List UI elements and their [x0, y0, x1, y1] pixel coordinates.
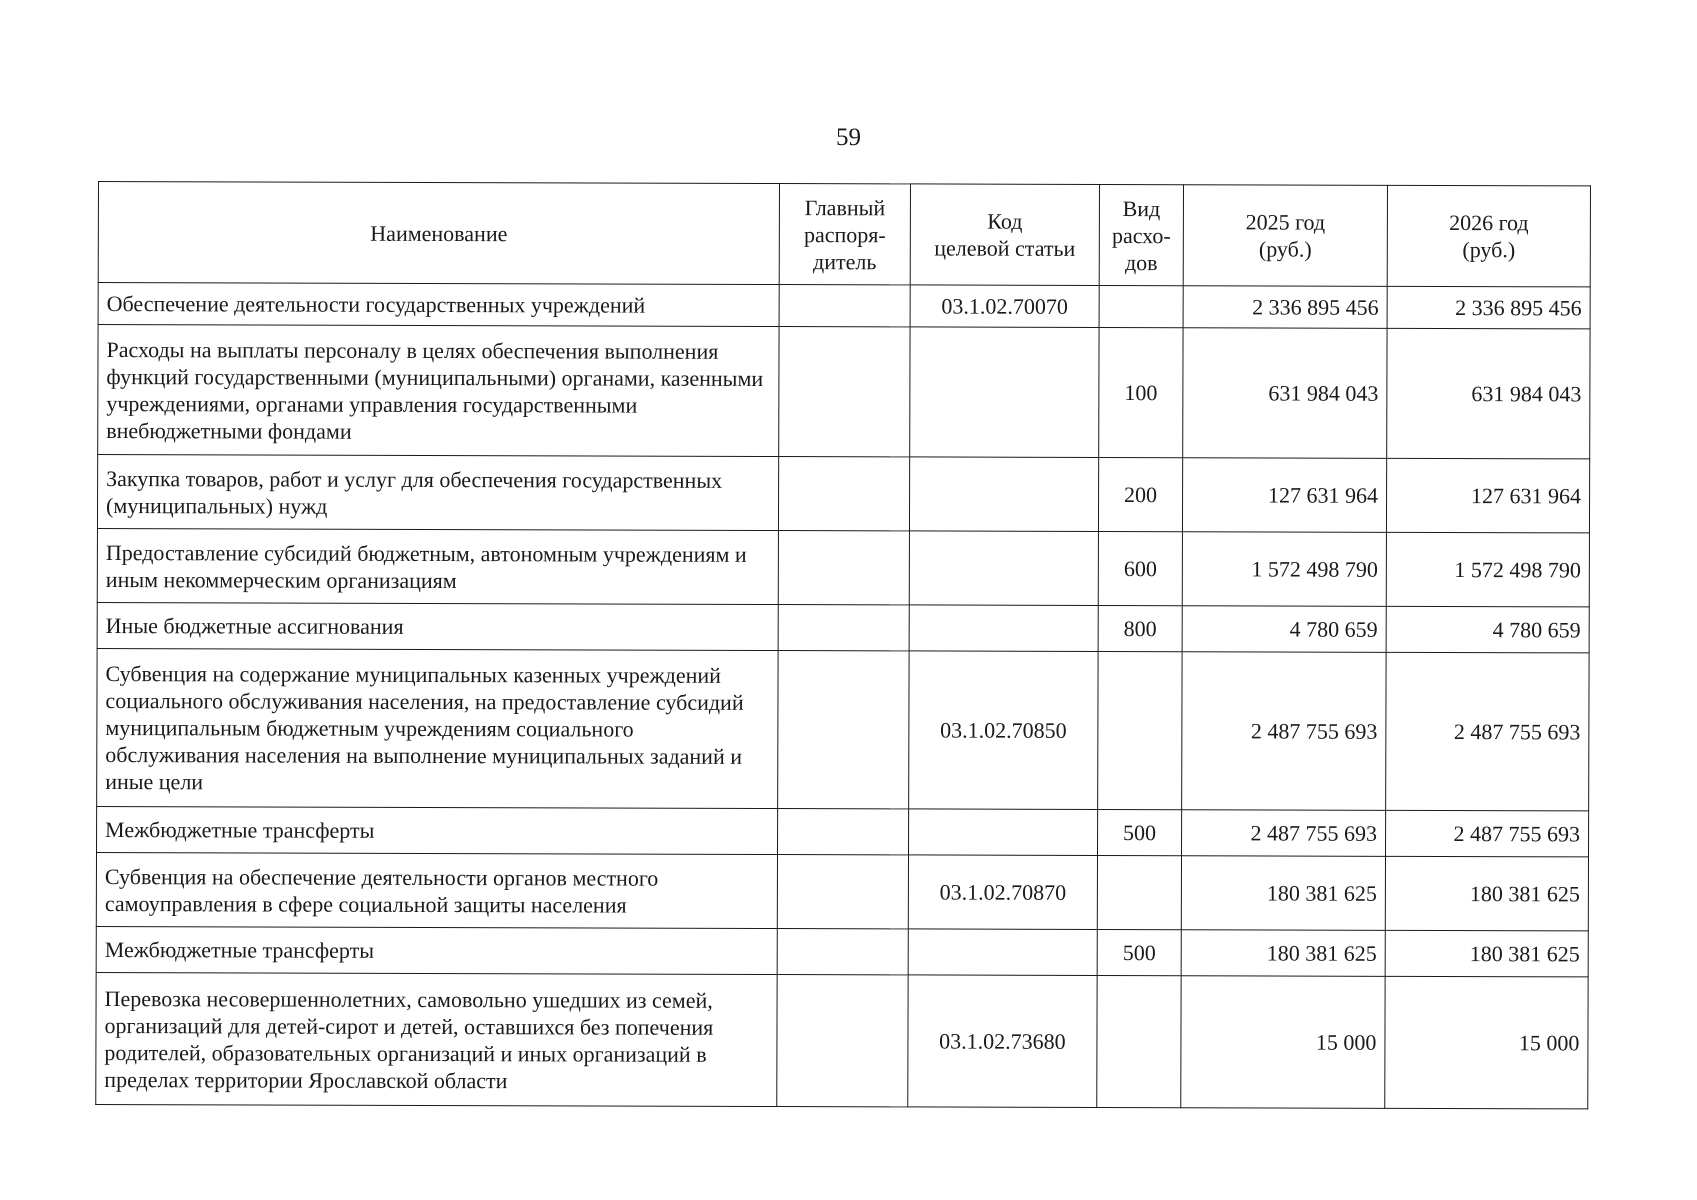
row-2025: 127 631 964 — [1182, 458, 1386, 533]
page-number: 59 — [836, 124, 861, 151]
row-name: Межбюджетные трансферты — [97, 806, 778, 854]
row-code: 03.1.02.70850 — [909, 651, 1098, 810]
row-name: Межбюджетные трансферты — [96, 926, 777, 974]
row-type: 200 — [1098, 457, 1182, 531]
table-header-row — [98, 182, 1590, 287]
row-code: 03.1.02.73680 — [908, 975, 1097, 1108]
table-row — [97, 455, 1589, 533]
row-manager — [777, 929, 908, 975]
row-2026: 2 336 895 456 — [1387, 286, 1590, 329]
row-2025: 631 984 043 — [1183, 328, 1387, 459]
row-2026: 127 631 964 — [1386, 458, 1589, 533]
row-name: Субвенция на содержание муниципальных казенных учреждений социального обслуживания населения, на предоставление субсидий муниципальным бюджетным учреждениям социального обслуживания населения на выполнение муниципальных заданий и иные цели — [97, 648, 778, 808]
row-2026: 1 572 498 790 — [1386, 532, 1589, 607]
header-2026: 2026 год (руб.) — [1387, 185, 1590, 287]
row-name: Закупка товаров, работ и услуг для обеспечения государственных (муниципальных) нужд — [97, 455, 778, 531]
row-code — [910, 327, 1099, 458]
row-code: 03.1.02.70070 — [910, 285, 1099, 328]
header-code: Код целевой статьи — [910, 184, 1099, 286]
row-name: Субвенция на обеспечение деятельности органов местного самоуправления в сфере социальной защиты населения — [96, 852, 777, 928]
table-row — [98, 283, 1590, 329]
row-2026: 2 487 755 693 — [1386, 652, 1589, 811]
row-type: 600 — [1098, 531, 1182, 605]
row-2025: 2 487 755 693 — [1182, 652, 1386, 811]
row-2025: 4 780 659 — [1182, 606, 1386, 653]
row-2026: 631 984 043 — [1387, 328, 1590, 459]
header-name: Наименование — [98, 182, 779, 285]
row-type — [1097, 855, 1181, 929]
table-row — [98, 325, 1590, 459]
row-code — [909, 531, 1098, 606]
row-manager — [777, 975, 908, 1107]
row-code — [908, 929, 1097, 976]
row-type — [1099, 285, 1183, 327]
row-2026: 180 381 625 — [1385, 856, 1588, 931]
row-manager — [777, 855, 908, 929]
row-type: 500 — [1097, 929, 1181, 975]
row-manager — [778, 457, 909, 531]
row-2026: 4 780 659 — [1386, 606, 1589, 653]
header-manager: Главный распоря- дитель — [779, 184, 910, 285]
row-name: Перевозка несовершеннолетних, самовольно ушедших из семей, организаций для детей-сирот и детей, оставшихся без попечения родителей, образовательных организаций и иных организаций в пределах территории Ярославской области — [96, 972, 777, 1106]
table-row — [97, 806, 1589, 856]
table-row — [96, 852, 1588, 930]
row-name: Обеспечение деятельности государственных учреждений — [98, 283, 779, 327]
table-row — [97, 528, 1589, 606]
table-row — [97, 648, 1589, 810]
row-name: Иные бюджетные ассигнования — [97, 602, 778, 650]
row-2025: 180 381 625 — [1181, 856, 1385, 931]
row-2026: 2 487 755 693 — [1386, 810, 1589, 857]
row-2025: 2 487 755 693 — [1182, 810, 1386, 857]
row-2025: 180 381 625 — [1181, 930, 1385, 977]
table-row — [97, 602, 1589, 652]
table-row — [96, 972, 1588, 1108]
row-manager — [779, 327, 910, 457]
row-type — [1098, 651, 1182, 809]
row-2025: 1 572 498 790 — [1182, 532, 1386, 607]
row-manager — [778, 531, 909, 605]
budget-table — [95, 181, 1591, 1109]
header-2025: 2025 год (руб.) — [1183, 185, 1387, 287]
row-type: 500 — [1098, 809, 1182, 855]
row-manager — [779, 285, 910, 327]
row-manager — [778, 605, 909, 651]
row-code — [909, 457, 1098, 532]
row-name: Предоставление субсидий бюджетным, автономным учреждениям и иным некоммерческим организациям — [97, 528, 778, 604]
row-type — [1097, 975, 1181, 1107]
table-row — [96, 926, 1588, 976]
row-code: 03.1.02.70870 — [908, 855, 1097, 930]
header-type: Вид расхо- дов — [1099, 184, 1183, 285]
row-2026: 180 381 625 — [1385, 930, 1588, 977]
row-manager — [778, 651, 909, 809]
row-type: 800 — [1098, 605, 1182, 651]
row-name: Расходы на выплаты персоналу в целях обеспечения выполнения функций государственными (муниципальными) органами, казенными учреждениями, органами управления государственными внебюджетными фондами — [98, 325, 779, 457]
row-manager — [778, 809, 909, 855]
row-type: 100 — [1099, 327, 1183, 457]
row-code — [909, 809, 1098, 856]
row-2025: 2 336 895 456 — [1183, 286, 1387, 329]
row-code — [909, 605, 1098, 652]
row-2025: 15 000 — [1181, 976, 1385, 1109]
row-2026: 15 000 — [1385, 976, 1588, 1109]
